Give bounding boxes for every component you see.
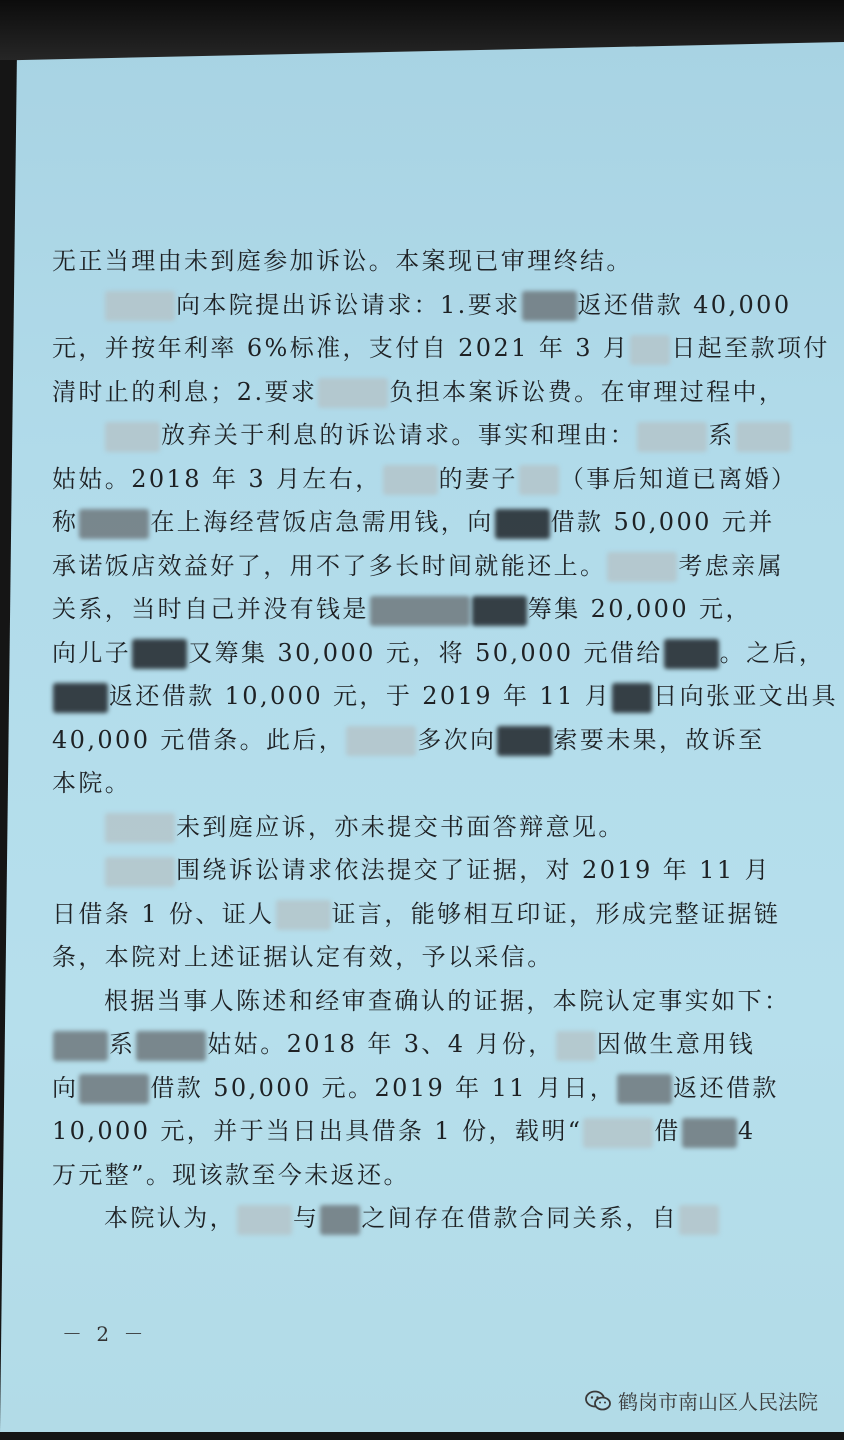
redaction-block: [105, 291, 175, 321]
redaction-block: [497, 726, 552, 756]
text-line: [52, 240, 782, 284]
text-run: 放弃关于利息的诉讼请求。事实和理由：: [161, 421, 637, 449]
text-line: [52, 327, 830, 371]
redaction-block: [612, 683, 652, 713]
text-run: 考虑亲属: [678, 551, 785, 580]
text-run: 条，本院对上述证据认定有效，予以采信。: [52, 943, 554, 971]
text-line: [52, 501, 782, 545]
text-line: [52, 980, 791, 1024]
redaction-block: [637, 422, 707, 452]
redaction-block: [495, 509, 550, 539]
redaction-block: [276, 900, 331, 930]
text-run: 姑姑。2018 年 3 月左右，: [52, 464, 382, 493]
text-line: [52, 632, 826, 676]
text-line: [52, 849, 782, 893]
text-run: 根据当事人陈述和经审查确认的证据，本院认定事实如下：: [104, 986, 791, 1015]
text-run: 本院认为，: [104, 1204, 236, 1232]
document-body: [52, 240, 838, 1241]
text-line: [52, 1110, 782, 1154]
text-run: 清时止的利息；2.要求: [52, 377, 318, 406]
text-line: [52, 458, 798, 502]
text-run: 又筹集 30,000 元，将 50,000 元借给: [188, 638, 663, 667]
text-run: （事后知道已离婚）: [559, 464, 798, 493]
text-run: 之间存在借款合同关系，自: [361, 1204, 679, 1232]
text-run: 向本院提出诉讼请求：1.要求: [176, 290, 521, 319]
text-line: [52, 1197, 782, 1241]
redaction-block: [237, 1205, 292, 1235]
redaction-block: [679, 1205, 719, 1235]
wechat-icon: [584, 1389, 612, 1413]
text-run: 的妻子: [438, 464, 518, 493]
text-run: 40,000 元借条。此后，: [52, 725, 346, 754]
redaction-block: [370, 596, 470, 626]
page-number: － 2 －: [62, 1322, 148, 1346]
text-run: 未到庭应诉，亦未提交书面答辩意见。: [176, 812, 625, 841]
text-line: [52, 762, 782, 806]
redaction-block: [664, 639, 719, 669]
text-run: 元，并按年利率 6%标准，支付自 2021 年 3 月: [52, 334, 630, 362]
text-run: 关系，当时自己并没有钱是: [52, 595, 369, 623]
text-run: 在上海经营饭店急需用钱，向: [150, 508, 494, 536]
text-run: 筹集 20,000 元，: [527, 595, 752, 623]
text-run: 10,000 元，并于当日出具借条 1 份，载明“: [52, 1117, 583, 1145]
redaction-block: [79, 1074, 149, 1104]
text-line: [52, 1154, 782, 1198]
redaction-block: [320, 1205, 360, 1235]
text-run: 返还借款 40,000: [577, 290, 792, 319]
text-run: 因做生意用钱: [596, 1030, 756, 1058]
text-line: [52, 1067, 782, 1111]
text-run: 日向张亚文出具: [653, 682, 838, 710]
text-run: 借款 50,000 元。2019 年 11 月: [150, 1073, 564, 1102]
text-run: 4: [737, 1117, 756, 1145]
text-run: 无正当理由未到庭参加诉讼。本案现已审理终结。: [52, 247, 633, 275]
text-run: 日起至款项付: [671, 334, 830, 362]
text-line: [52, 806, 782, 850]
text-run: 向儿子: [52, 638, 132, 667]
text-run: 借款 50,000 元并: [550, 508, 775, 536]
text-run: 姑姑。2018 年 3、4 月份，: [207, 1030, 555, 1058]
text-run: 返还借款: [673, 1073, 779, 1102]
redaction-block: [53, 683, 108, 713]
text-run: 向: [52, 1073, 79, 1102]
redaction-block: [105, 857, 175, 887]
redaction-block: [617, 1074, 672, 1104]
redaction-block: [522, 291, 577, 321]
text-run: 证言，能够相互印证，形成完整证据链: [331, 899, 781, 928]
redaction-block: [318, 378, 388, 408]
text-run: 日借条 1 份、证人: [52, 899, 275, 928]
text-run: 称: [52, 508, 79, 536]
text-line: [52, 893, 782, 937]
redaction-block: [519, 465, 559, 495]
text-run: 返还借款 10,000 元，于 2019 年 11 月: [109, 682, 612, 710]
text-line: [52, 545, 785, 589]
text-run: 负担本案诉讼费。在审理过程中，: [389, 377, 786, 406]
redaction-block: [346, 726, 416, 756]
text-line: [52, 936, 782, 980]
redaction-block: [383, 465, 438, 495]
text-run: 围绕诉讼请求依法提交了证据，对 2019 年 11 月: [176, 856, 771, 884]
redaction-block: [105, 422, 160, 452]
text-line: [52, 588, 782, 632]
redaction-block: [105, 813, 175, 843]
text-line: [52, 719, 782, 763]
wechat-watermark: [584, 1386, 818, 1415]
text-line: [52, 675, 838, 719]
text-line: [52, 371, 786, 415]
redaction-block: [132, 639, 187, 669]
text-line: [52, 284, 792, 328]
text-run: 系: [109, 1030, 136, 1058]
text-run: 。之后，: [719, 638, 826, 667]
text-run: 承诺饭店效益好了，用不了多长时间就能还上。: [52, 551, 607, 580]
watermark-label: 鹤岗市南山区人民法院: [618, 1390, 818, 1414]
text-line: [52, 1023, 782, 1067]
redaction-block: [79, 509, 149, 539]
redaction-block: [136, 1031, 206, 1061]
redaction-block: [53, 1031, 108, 1061]
redaction-block: [682, 1118, 737, 1148]
redaction-block: [583, 1118, 653, 1148]
text-run: 与: [293, 1204, 320, 1232]
text-line: [52, 414, 782, 458]
text-run: 系: [708, 421, 735, 449]
text-run: 万元整”。现该款至今未返还。: [52, 1160, 410, 1189]
text-run: 借: [654, 1117, 681, 1145]
redaction-block: [607, 552, 677, 582]
redaction-block: [472, 596, 527, 626]
text-run: 索要未果，故诉至: [553, 725, 765, 754]
redaction-block: [630, 335, 670, 365]
redaction-block: [556, 1031, 596, 1061]
text-run: 多次向: [417, 725, 497, 754]
text-run: 日，: [563, 1073, 617, 1102]
redaction-block: [736, 422, 791, 452]
text-run: 本院。: [52, 769, 132, 797]
